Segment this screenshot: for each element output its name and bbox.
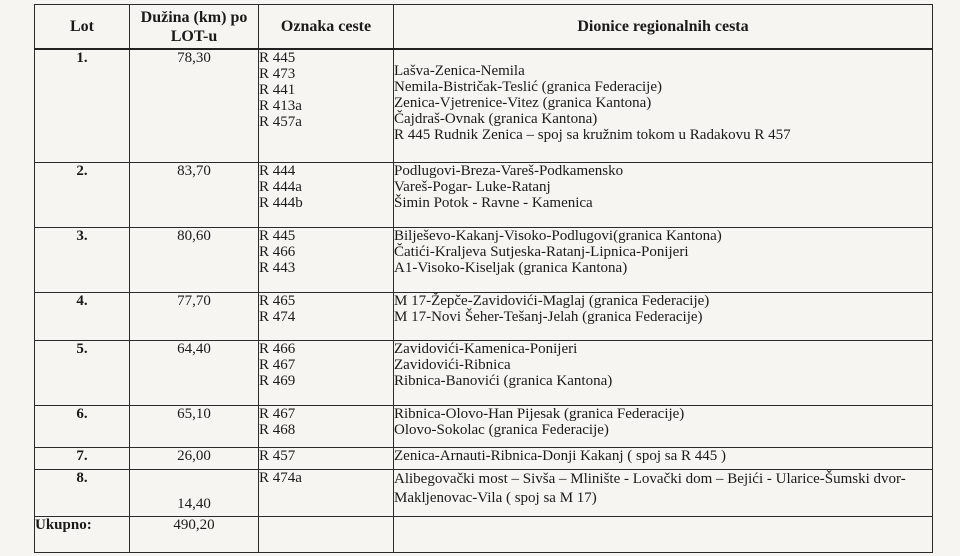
table-body	[35, 49, 933, 552]
road-sections-cell	[394, 227, 933, 292]
road-codes-cell	[259, 340, 394, 405]
road-section: Zavidovići-Kamenica-Ponijeri	[394, 340, 578, 357]
table-row	[35, 447, 933, 469]
road-section: Zavidovići-Ribnica	[394, 356, 511, 373]
header-length: Dužina (km) po LOT-u	[130, 5, 259, 50]
road-section: Ribnica-Banovići (granica Kantona)	[394, 372, 613, 389]
road-code: R 445	[259, 50, 296, 66]
road-codes-cell	[259, 227, 394, 292]
total-row	[35, 516, 933, 552]
lot-length-km: 26,00	[130, 447, 259, 469]
road-section: R 445 Rudnik Zenica – spoj sa kružnim tokom u Radakovu R 457	[394, 127, 791, 143]
road-codes-cell	[259, 292, 394, 340]
road-sections-cell	[394, 162, 933, 227]
road-section: Lašva-Zenica-Nemila	[394, 63, 525, 79]
table-row	[35, 340, 933, 405]
table-row	[35, 405, 933, 447]
lot-number: 2.	[35, 162, 130, 227]
road-code: R 465	[259, 292, 296, 309]
road-code: R 466	[259, 243, 296, 260]
lot-length-km: 14,40	[130, 469, 259, 516]
road-section: Bilješevo-Kakanj-Visoko-Podlugovi(granica Kantona)	[394, 227, 722, 244]
road-code: R 467	[259, 356, 296, 373]
road-sections-cell	[394, 469, 933, 516]
table-row	[35, 227, 933, 292]
road-section: M 17-Novi Šeher-Tešanj-Jelah (granica Federacije)	[394, 308, 703, 325]
road-sections-cell	[394, 405, 933, 447]
road-sections-cell	[394, 292, 933, 340]
road-sections-cell	[394, 447, 933, 469]
road-code: R 441	[259, 82, 296, 98]
road-section: Ribnica-Olovo-Han Pijesak (granica Federacije)	[394, 405, 685, 422]
table-row	[35, 49, 933, 162]
road-code: R 467	[259, 405, 296, 422]
lot-number: 8.	[35, 469, 130, 516]
regional-roads-table	[34, 4, 933, 553]
header-row	[35, 5, 933, 50]
road-section: Šimin Potok - Ravne - Kamenica	[394, 194, 593, 211]
road-code: R 444b	[259, 194, 303, 211]
road-section: Čajdraš-Ovnak (granica Kantona)	[394, 111, 598, 127]
table-row	[35, 469, 933, 516]
table-row	[35, 162, 933, 227]
total-code-empty	[259, 516, 394, 552]
lot-length-km: 64,40	[130, 340, 259, 405]
road-code: R 466	[259, 340, 296, 357]
lot-number: 6.	[35, 405, 130, 447]
road-code: R 443	[259, 259, 296, 276]
road-section: Vareš-Pogar- Luke-Ratanj	[394, 178, 551, 195]
lot-number: 7.	[35, 447, 130, 469]
road-code: R 413a	[259, 98, 302, 114]
road-section: Zenica-Arnauti-Ribnica-Donji Kakanj ( spoj sa R 445 )	[394, 447, 726, 464]
road-code: R 474a	[259, 469, 302, 486]
road-code: R 444a	[259, 178, 302, 195]
road-code: R 444	[259, 162, 296, 179]
header-road-code: Oznaka ceste	[259, 5, 394, 50]
road-code: R 445	[259, 227, 296, 244]
road-codes-cell	[259, 447, 394, 469]
road-sections-cell	[394, 340, 933, 405]
header-lot: Lot	[35, 5, 130, 50]
road-code: R 468	[259, 421, 296, 438]
road-section: Čatići-Kraljeva Sutjeska-Ratanj-Lipnica-Ponijeri	[394, 243, 689, 260]
lot-number: 1.	[35, 49, 130, 162]
road-section: Alibegovački most – Sivša – Mlinište - Lovački dom – Bejići - Ularice-Šumski dvor-Makljenovac-Vila ( spoj sa M 17)	[394, 470, 906, 506]
road-codes-cell	[259, 405, 394, 447]
road-section: M 17-Žepče-Zavidovići-Maglaj (granica Federacije)	[394, 292, 710, 309]
total-roads-empty	[394, 516, 933, 552]
lot-number: 4.	[35, 292, 130, 340]
road-section: A1-Visoko-Kiseljak (granica Kantona)	[394, 259, 628, 276]
lot-length-km: 77,70	[130, 292, 259, 340]
total-label: Ukupno:	[35, 516, 130, 552]
lot-number: 3.	[35, 227, 130, 292]
road-codes-cell	[259, 469, 394, 516]
lot-length-km: 80,60	[130, 227, 259, 292]
lot-length-km: 78,30	[130, 49, 259, 162]
total-length-km: 490,20	[130, 516, 259, 552]
road-section: Olovo-Sokolac (granica Federacije)	[394, 421, 609, 438]
lot-length-km: 65,10	[130, 405, 259, 447]
table-row	[35, 292, 933, 340]
road-code: R 457a	[259, 114, 302, 130]
road-code: R 457	[259, 447, 296, 464]
lot-length-km: 83,70	[130, 162, 259, 227]
road-codes-cell	[259, 49, 394, 162]
lot-number: 5.	[35, 340, 130, 405]
road-code: R 474	[259, 308, 296, 325]
road-section: Podlugovi-Breza-Vareš-Podkamensko	[394, 162, 624, 179]
road-code: R 473	[259, 66, 296, 82]
road-section: Zenica-Vjetrenice-Vitez (granica Kantona)	[394, 95, 652, 111]
road-section: Nemila-Bistričak-Teslić (granica Federacije)	[394, 79, 662, 95]
road-codes-cell	[259, 162, 394, 227]
header-road-sections: Dionice regionalnih cesta	[394, 5, 933, 50]
road-code: R 469	[259, 372, 296, 389]
road-sections-cell	[394, 49, 933, 162]
